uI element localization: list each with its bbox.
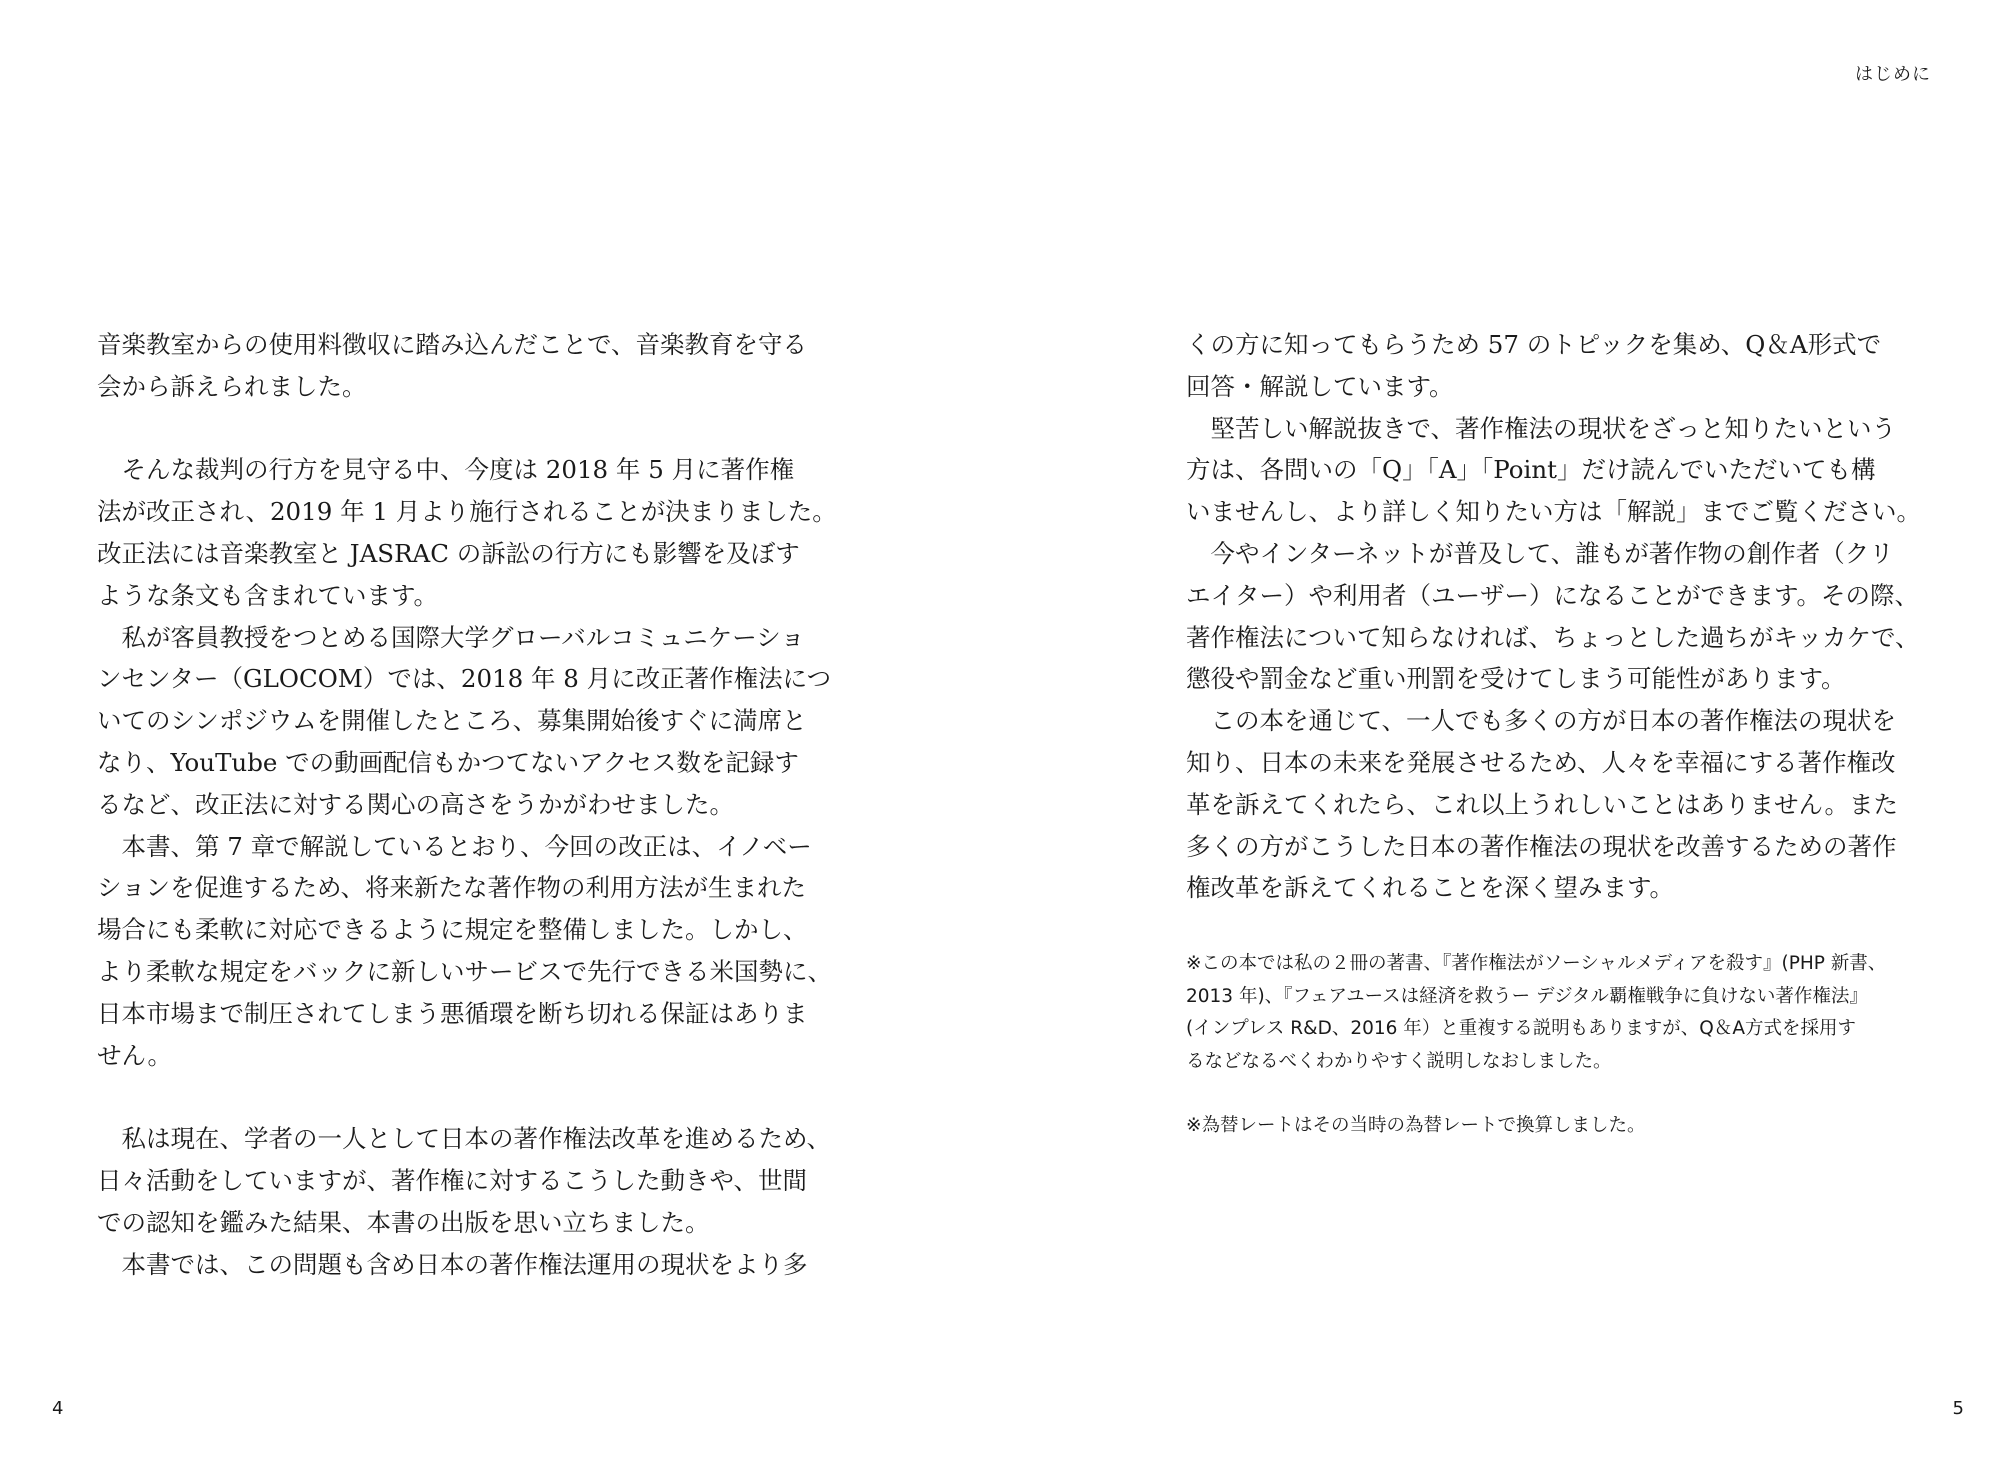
right-page-body [1186,324,1948,909]
text-line: 会から訴えられました。 [97,371,367,401]
text-line: 多くの方がこうした日本の著作権法の現状を改善するための著作 [1186,831,1897,861]
text-line: この本を通じて、一人でも多くの方が日本の著作権法の現状を [1186,706,1897,736]
page-number-right: 5 [1952,1398,1964,1419]
text-line: 知り、日本の未来を発展させるため、人々を幸福にする著作権改 [1186,747,1896,777]
text-line: 私が客員教授をつとめる国際大学グローバルコミュニケーショ [97,622,805,652]
text-line: 堅苦しい解説抜きで、著作権法の現状をざっと知りたいという [1186,413,1897,443]
text-line: ションを促進するため、将来新たな著作物の利用方法が生まれた [97,873,807,903]
text-line: 本書、第 7 章で解説しているとおり、今回の改正は、イノベー [97,831,812,861]
text-line: 場合にも柔軟に対応できるように規定を整備しました。しかし、 [97,915,808,945]
text-line: くの方に知ってもらうため 57 のトピックを集め、Q＆A形式で [1186,330,1882,359]
left-page-body [97,324,859,1285]
text-line: 革を訴えてくれたら、これ以上うれしいことはありません。また [1186,789,1898,819]
text-line: 懲役や罰金など重い刑罰を受けてしまう可能性があります。 [1186,664,1846,694]
text-line: 方は、各問いの「Q」「A」「Point」だけ読んでいただいても構 [1186,455,1876,485]
note-line: ※為替レートはその当時の為替レートで換算しました。 [1186,1115,1646,1136]
text-line: 権改革を訴えてくれることを深く望みます。 [1186,873,1675,903]
text-line: ような条文も含まれています。 [97,580,439,610]
text-line: より柔軟な規定をバックに新しいサービスで先行できる米国勢に、 [97,956,832,986]
page-number-left: 4 [52,1398,64,1419]
text-line: 改正法には音楽教室と JASRAC の訴訟の行方にも影響を及ぼす [97,538,800,568]
text-line: での認知を鑑みた結果、本書の出版を思い立ちました。 [97,1207,710,1237]
note-line: ※この本では私の２冊の著書、『著作権法がソーシャルメディアを殺す』(PHP 新書、 [1186,953,1887,974]
text-line: るなど、改正法に対する関心の高さをうかがわせました。 [97,789,734,819]
text-line: いませんし、より詳しく知りたい方は「解説」までご覧ください。 [1186,497,1921,527]
text-line: 本書では、この問題も含め日本の著作権法運用の現状をより多 [97,1249,808,1279]
text-line: せん。 [97,1040,172,1070]
text-line: いてのシンポジウムを開催したところ、募集開始後すぐに満席と [97,706,807,736]
text-line: エイター）や利用者（ユーザー）になることができます。その際、 [1186,580,1920,610]
text-line: 日々活動をしていますが、著作権に対するこうした動きや、世間 [97,1165,808,1195]
text-line: 法が改正され、2019 年 1 月より施行されることが決まりました。 [97,497,837,527]
note-line: (インプレス R&D、2016 年）と重複する説明もありますが、Q＆A方式を採用す [1186,1018,1857,1039]
running-head: はじめに [1855,64,1931,85]
text-line: 著作権法について知らなければ、ちょっとした過ちがキッカケで、 [1186,622,1920,652]
note-line: 2013 年)、『フェアユースは経済を救うー デジタル覇権戦争に負けない著作権法』 [1186,985,1868,1007]
paragraph-gap [97,408,859,450]
text-line: 今やインターネットが普及して、誰もが著作物の創作者（クリ [1186,538,1894,568]
note-gap [1186,1078,1956,1110]
paragraph-gap [97,1076,859,1118]
text-line: 日本市場まで制圧されてしまう悪循環を断ち切れる保証はありま [97,998,808,1028]
text-line: 音楽教室からの使用料徴収に踏み込んだことで、音楽教育を守る [97,330,808,359]
text-line: なり、YouTube での動画配信もかつてないアクセス数を記録す [97,747,799,777]
right-page-notes [1186,948,1956,1143]
text-line: 回答・解説しています。 [1186,371,1454,401]
text-line: 私は現在、学者の一人として日本の著作権法改革を進めるため、 [97,1124,832,1154]
note-line: るなどなるべくわかりやすく説明しなおしました。 [1186,1050,1612,1072]
text-line: ンセンター（GLOCOM）では、2018 年 8 月に改正著作権法につ [97,664,832,694]
text-line: そんな裁判の行方を見守る中、今度は 2018 年 5 月に著作権 [97,455,795,485]
